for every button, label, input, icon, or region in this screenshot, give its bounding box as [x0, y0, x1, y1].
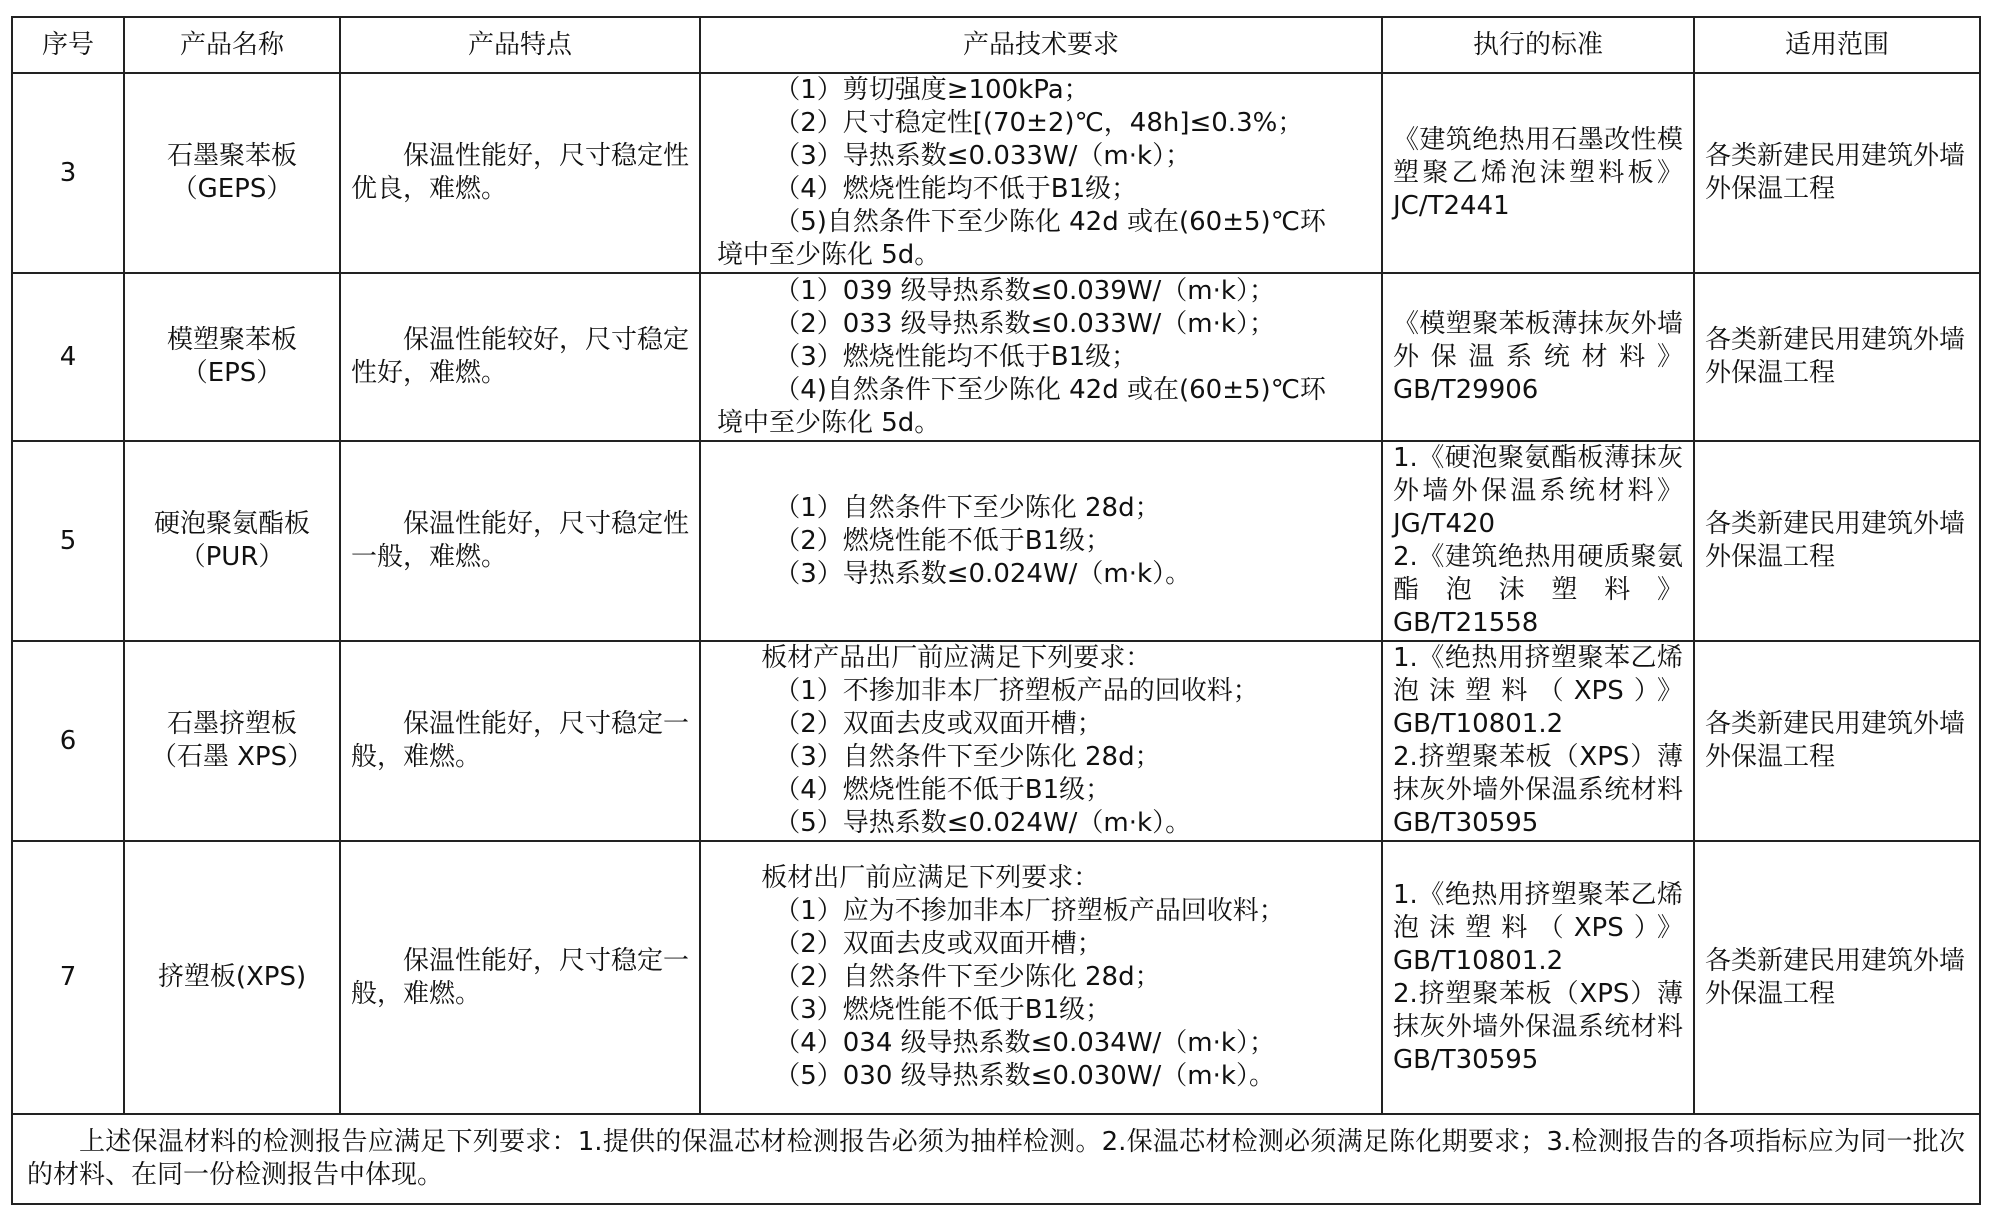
requirement-item: （4）燃烧性能不低于B1级；: [774, 775, 1112, 805]
cell-serial-number: 7: [12, 841, 124, 1114]
cell-product-name: [124, 641, 340, 841]
cell-scope: 各类新建民用建筑外墙外保温工程: [1694, 441, 1980, 641]
requirement-item: （5)自然条件下至少陈化 42d 或在(60±5)℃环: [774, 207, 1326, 237]
cell-product-name: [124, 73, 340, 273]
cell-scope: 各类新建民用建筑外墙外保温工程: [1694, 641, 1980, 841]
footnote-text: 上述保温材料的检测报告应满足下列要求：1.提供的保温芯材检测报告必须为抽样检测。2.保温芯材检测必须满足陈化期要求；3.检测报告的各项指标应为同一批次的材料、在同一份检测报告中体现。: [27, 1127, 1965, 1190]
header-product-name: 产品名称: [124, 17, 340, 73]
requirement-item: （3）导热系数≤0.024W/（m·k）。: [774, 558, 1192, 589]
cell-product-features: [340, 641, 700, 841]
cell-serial-number: 6: [12, 641, 124, 841]
requirement-item: （5）导热系数≤0.024W/（m·k）。: [774, 808, 1192, 838]
header-standard: 执行的标准: [1382, 17, 1694, 73]
requirement-item: （1）剪切强度≥100kPa；: [774, 75, 1090, 105]
cell-standard: [1382, 73, 1694, 273]
cell-product-features: [340, 73, 700, 273]
cell-serial-number: 3: [12, 73, 124, 273]
cell-technical-requirements: [700, 441, 1382, 641]
requirement-item: （3）燃烧性能均不低于B1级；: [774, 341, 1138, 372]
insulation-materials-table: [11, 16, 1981, 1205]
requirement-item: （1）不掺加非本厂挤塑板产品的回收料；: [774, 676, 1259, 706]
cell-product-name: [124, 273, 340, 441]
cell-standard: [1382, 641, 1694, 841]
cell-standard: [1382, 273, 1694, 441]
requirement-item: （1）应为不掺加非本厂挤塑板产品回收料；: [774, 896, 1285, 926]
table-row: [12, 841, 1980, 1114]
standard-item: 《模塑聚苯板薄抹灰外墙外保温系统材料》GB/T29906: [1393, 308, 1683, 405]
requirement-item: （1）039 级导热系数≤0.039W/（m·k）；: [774, 275, 1275, 306]
requirement-item: （4）034 级导热系数≤0.034W/（m·k）；: [774, 1028, 1275, 1058]
requirement-item: （5）030 级导热系数≤0.030W/（m·k）。: [774, 1061, 1275, 1091]
insulation-materials-table-page: [11, 16, 1979, 1205]
cell-technical-requirements: [700, 273, 1382, 441]
standard-item: 1.《硬泡聚氨酯板薄抹灰外墙外保温系统材料》JG/T420: [1393, 443, 1683, 539]
product-code-line: （GEPS）: [171, 174, 293, 204]
product-name-line: 硬泡聚氨酯板: [153, 509, 310, 539]
cell-scope: 各类新建民用建筑外墙外保温工程: [1694, 841, 1980, 1114]
features-text: 保温性能好，尺寸稳定一般，难燃。: [351, 709, 690, 772]
requirement-item: （2）尺寸稳定性[(70±2)℃，48h]≤0.3%；: [774, 108, 1304, 138]
requirement-item: （2）燃烧性能不低于B1级；: [774, 525, 1112, 556]
table-row: [12, 441, 1980, 641]
product-name-line: 石墨挤塑板: [166, 709, 297, 739]
product-code-line: （石墨 XPS）: [150, 742, 314, 772]
requirement-item: （4)自然条件下至少陈化 42d 或在(60±5)℃环: [774, 374, 1326, 405]
header-scope: 适用范围: [1694, 17, 1980, 73]
requirement-intro: 板材出厂前应满足下列要求：: [761, 863, 1100, 893]
requirement-item: （3）自然条件下至少陈化 28d；: [774, 742, 1161, 772]
cell-product-name: [124, 841, 340, 1114]
standard-item: 2.挤塑聚苯板（XPS）薄抹灰外墙外保温系统材料 GB/T30595: [1393, 742, 1683, 838]
cell-product-name: [124, 441, 340, 641]
footnote-cell: [12, 1114, 1980, 1204]
requirement-continuation: 境中至少陈化 5d。: [717, 407, 941, 438]
product-code-line: （EPS）: [181, 358, 283, 388]
standard-item: 1.《绝热用挤塑聚苯乙烯泡沫塑料（XPS）》GB/T10801.2: [1393, 643, 1683, 739]
cell-standard: [1382, 441, 1694, 641]
requirement-item: （2）033 级导热系数≤0.033W/（m·k）；: [774, 308, 1275, 339]
features-text: 保温性能较好，尺寸稳定性好，难燃。: [351, 325, 690, 388]
cell-technical-requirements: [700, 641, 1382, 841]
requirement-item: （4）燃烧性能均不低于B1级；: [774, 174, 1138, 204]
requirement-continuation: 境中至少陈化 5d。: [717, 240, 941, 270]
header-technical-requirements: 产品技术要求: [700, 17, 1382, 73]
cell-scope: 各类新建民用建筑外墙外保温工程: [1694, 273, 1980, 441]
product-name-line: 模塑聚苯板: [166, 325, 297, 355]
table-row: [12, 73, 1980, 273]
cell-serial-number: 5: [12, 441, 124, 641]
standard-item: 《建筑绝热用石墨改性模塑聚乙烯泡沫塑料板》JC/T2441: [1393, 124, 1683, 221]
cell-scope: 各类新建民用建筑外墙外保温工程: [1694, 73, 1980, 273]
standard-item: 1.《绝热用挤塑聚苯乙烯泡沫塑料（XPS）》GB/T10801.2: [1393, 879, 1683, 976]
cell-standard: [1382, 841, 1694, 1114]
cell-product-features: [340, 841, 700, 1114]
table-header-row: [12, 17, 1980, 73]
product-code-line: （PUR）: [179, 542, 285, 572]
standard-item: 2.《建筑绝热用硬质聚氨酯泡沫塑料》GB/T21558: [1393, 542, 1683, 638]
requirement-item: （3）燃烧性能不低于B1级；: [774, 995, 1112, 1025]
table-footnote-row: [12, 1114, 1980, 1204]
requirement-item: （2）双面去皮或双面开槽；: [774, 709, 1103, 739]
cell-technical-requirements: [700, 73, 1382, 273]
cell-serial-number: 4: [12, 273, 124, 441]
requirement-item: （1）自然条件下至少陈化 28d；: [774, 492, 1161, 523]
requirement-intro: 板材产品出厂前应满足下列要求：: [761, 643, 1152, 673]
features-text: 保温性能好，尺寸稳定性优良，难燃。: [351, 141, 690, 204]
requirement-item: （2）双面去皮或双面开槽；: [774, 929, 1103, 959]
cell-product-features: [340, 441, 700, 641]
header-serial-number: 序号: [12, 17, 124, 73]
features-text: 保温性能好，尺寸稳定性一般，难燃。: [351, 509, 690, 572]
cell-product-features: [340, 273, 700, 441]
features-text: 保温性能好，尺寸稳定一般，难燃。: [351, 945, 690, 1009]
table-row: [12, 641, 1980, 841]
cell-technical-requirements: [700, 841, 1382, 1114]
header-product-features: 产品特点: [340, 17, 700, 73]
product-name-line: 石墨聚苯板: [166, 141, 297, 171]
product-name-line: 挤塑板(XPS): [157, 962, 307, 992]
table-row: [12, 273, 1980, 441]
requirement-item: （2）自然条件下至少陈化 28d；: [774, 962, 1161, 992]
requirement-item: （3）导热系数≤0.033W/（m·k）；: [774, 141, 1192, 171]
standard-item: 2.挤塑聚苯板（XPS）薄抹灰外墙外保温系统材料 GB/T30595: [1393, 978, 1683, 1075]
